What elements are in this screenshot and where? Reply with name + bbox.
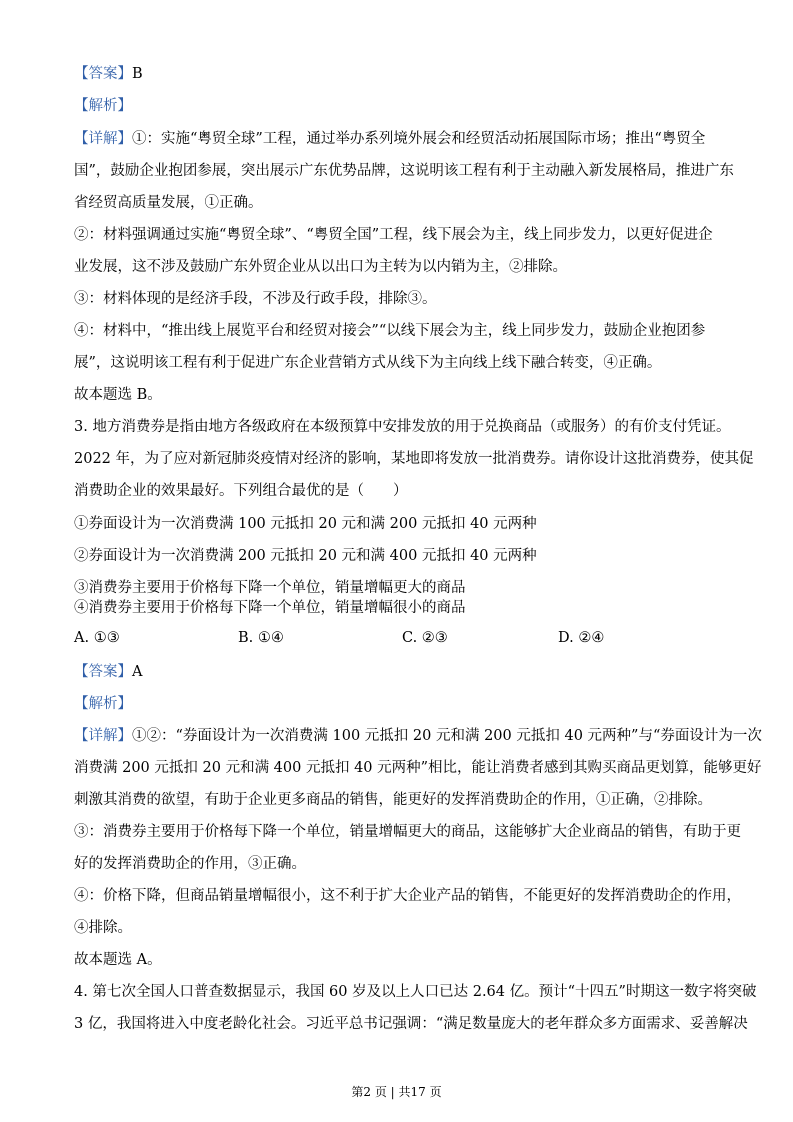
answer-line (74, 64, 724, 84)
question-stem-line: 3. 地方消费券是指由地方各级政府在本级预算中安排发放的用于兑换商品（或服务）的有价支付凭证。 (74, 419, 731, 435)
statement-2: ②券面设计为一次消费满 200 元抵扣 20 元和满 400 元抵扣 40 元两种 (74, 548, 537, 564)
analysis-tag: 【解析】 (74, 696, 132, 712)
question-stem-line: 3 亿，我国将进入中度老龄化社会。习近平总书记强调：“满足数量庞大的老年群众多方面需求、妥善解决 (74, 1016, 748, 1032)
answer-tag: 【答案】 (74, 664, 132, 680)
text-line: ④：价格下降，但商品销量增幅很小，这不利于扩大企业产品的销售，不能更好的发挥消费助企的作用， (74, 888, 741, 904)
text-line: ①：实施“粤贸全球”工程，通过举办系列境外展会和经贸活动拓展国际市场；推出“粤贸全 (132, 131, 706, 147)
answer-tag: 【答案】 (74, 66, 132, 82)
detail-line (74, 129, 724, 149)
text-line: 消费满 200 元抵扣 20 元和满 400 元抵扣 40 元两种”相比，能让消费者感到其购买商品更划算，能够更好 (74, 760, 762, 776)
conclusion-line: 故本题选 B。 (74, 387, 162, 403)
text-line: ③：消费券主要用于价格每下降一个单位，销量增幅更大的商品，这能够扩大企业商品的销售，有助于更 (74, 824, 741, 840)
option-d: D. ②④ (558, 630, 605, 646)
option-b: B. ①④ (238, 630, 284, 646)
text-line: ②：材料强调通过实施“粤贸全球”、“粤贸全国”工程，线下展会为主，线上同步发力，以更好促进企 (74, 227, 713, 243)
answer-value: B (132, 66, 143, 82)
text-line: ③：材料体现的是经济手段，不涉及行政手段，排除③。 (74, 291, 437, 307)
text-line: 业发展，这不涉及鼓励广东外贸企业从以出口为主转为以内销为主，②排除。 (74, 259, 567, 275)
text-line: 好的发挥消费助企的作用，③正确。 (74, 856, 306, 872)
text-line: 省经贸高质量发展，①正确。 (74, 195, 263, 211)
answer-line (74, 662, 724, 682)
answer-value: A (132, 664, 143, 680)
text-line: 国”，鼓励企业抱团参展，突出展示广东优势品牌，这说明该工程有利于主动融入新发展格局，推进广东 (74, 163, 734, 179)
analysis-heading (74, 96, 724, 116)
page-footer: 第2 页 | 共17 页 (351, 1085, 442, 1099)
detail-tag: 【详解】 (74, 728, 132, 744)
question-stem-line: 2022 年，为了应对新冠肺炎疫情对经济的影响，某地即将发放一批消费券。请你设计这批消费券，使其促 (74, 451, 754, 467)
text-line: ④：材料中，“推出线上展览平台和经贸对接会”“以线下展会为主，线上同步发力，鼓励企业抱团参 (74, 323, 706, 339)
text-line: 展”，这说明该工程有利于促进广东企业营销方式从线下为主向线上线下融合转变，④正确。 (74, 355, 662, 371)
statement-1: ①券面设计为一次消费满 100 元抵扣 20 元和满 200 元抵扣 40 元两种 (74, 516, 537, 532)
question-stem-line: 消费助企业的效果最好。下列组合最优的是（ ） (74, 483, 408, 499)
option-c: C. ②③ (402, 630, 448, 646)
detail-tag: 【详解】 (74, 131, 132, 147)
statement-3: ③消费券主要用于价格每下降一个单位，销量增幅更大的商品 (74, 580, 466, 596)
text-line: ④排除。 (74, 920, 132, 936)
statement-4: ④消费券主要用于价格每下降一个单位，销量增幅很小的商品 (74, 600, 466, 616)
answer-options (74, 630, 724, 650)
text-line: 刺激其消费的欲望，有助于企业更多商品的销售，能更好的发挥消费助企的作用，①正确，②排除。 (74, 792, 712, 808)
analysis-heading (74, 694, 724, 714)
detail-line (74, 726, 762, 746)
text-line: ①②：“券面设计为一次消费满 100 元抵扣 20 元和满 200 元抵扣 40 元两种”与“券面设计为一次 (132, 728, 762, 744)
question-stem-line: 4. 第七次全国人口普查数据显示，我国 60 岁及以上人口已达 2.64 亿。预计“十四五”时期这一数字将突破 (74, 984, 757, 1000)
conclusion-line: 故本题选 A。 (74, 952, 162, 968)
option-a: A. ①③ (74, 630, 120, 646)
analysis-tag: 【解析】 (74, 98, 132, 114)
